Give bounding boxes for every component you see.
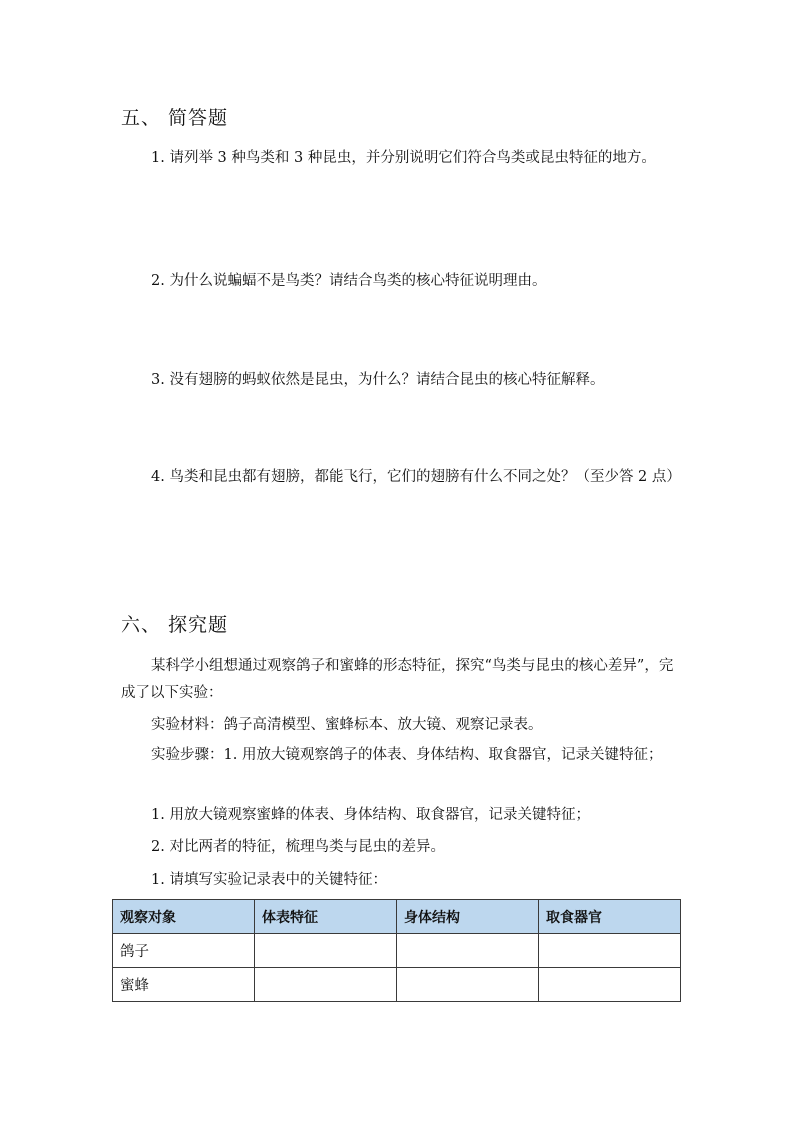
section-five-heading: 五、 简答题: [121, 107, 229, 129]
experiment-materials: 实验材料：鸽子高清模型、蜜蜂标本、放大镜、观察记录表。: [151, 717, 543, 733]
question-4: 4. 鸟类和昆虫都有翅膀，都能飞行，它们的翅膀有什么不同之处？（至少答 2 点）: [151, 469, 681, 485]
question-3: 3. 没有翅膀的蚂蚁依然是昆虫，为什么？请结合昆虫的核心特征解释。: [151, 372, 605, 388]
experiment-step-2: 1. 用放大镜观察蜜蜂的体表、身体结构、取食器官，记录关键特征；: [151, 807, 590, 823]
row-label-bee: 蜜蜂: [113, 968, 255, 1002]
record-table: [112, 899, 681, 1002]
header-observed-object: 观察对象: [113, 900, 255, 934]
question-1: 1. 请列举 3 种鸟类和 3 种昆虫，并分别说明它们符合鸟类或昆虫特征的地方。: [151, 150, 656, 166]
experiment-steps: 实验步骤：1. 用放大镜观察鸽子的体表、身体结构、取食器官，记录关键特征；: [151, 747, 663, 763]
table-row: [113, 968, 681, 1002]
cell-bee-feeding[interactable]: [539, 968, 681, 1002]
header-feeding-organ: 取食器官: [539, 900, 681, 934]
cell-bee-structure[interactable]: [397, 968, 539, 1002]
cell-bee-surface[interactable]: [255, 968, 397, 1002]
cell-pigeon-feeding[interactable]: [539, 934, 681, 968]
section-six-heading: 六、 探究题: [121, 614, 229, 636]
experiment-intro: 某科学小组想通过观察鸽子和蜜蜂的形态特征，探究“鸟类与昆虫的核心差异”，完成了以下实验：: [121, 658, 674, 701]
table-row: [113, 934, 681, 968]
table-header-row: [113, 900, 681, 934]
cell-pigeon-surface[interactable]: [255, 934, 397, 968]
experiment-task: 1. 请填写实验记录表中的关键特征：: [151, 872, 387, 888]
header-body-structure: 身体结构: [397, 900, 539, 934]
row-label-pigeon: 鸽子: [113, 934, 255, 968]
question-2: 2. 为什么说蝙蝠不是鸟类？请结合鸟类的核心特征说明理由。: [151, 273, 547, 289]
cell-pigeon-structure[interactable]: [397, 934, 539, 968]
header-surface-features: 体表特征: [255, 900, 397, 934]
experiment-step-3: 2. 对比两者的特征，梳理鸟类与昆虫的差异。: [151, 839, 445, 855]
